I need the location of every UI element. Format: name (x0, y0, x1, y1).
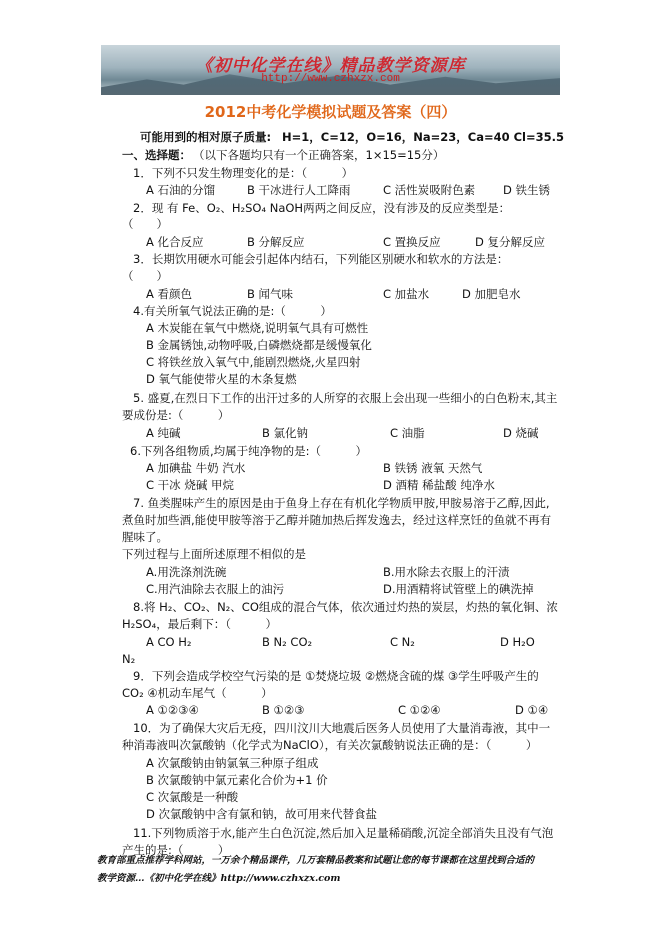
q5-option-c: C 油脂 (390, 426, 425, 440)
q2-option-d: D 复分解反应 (475, 235, 546, 249)
section-note: （以下各题均只有一个正确答案，1×15=15分） (193, 148, 445, 162)
q1-option-a: A 石油的分馏 (146, 183, 216, 197)
q7-option-a: A.用洗涤剂洗碗 (146, 565, 227, 579)
q3-option-c: C 加盐水 (383, 287, 430, 301)
atomic-mass-label: 可能用到的相对原子质量: (140, 130, 272, 144)
q3-option-d: D 加肥皂水 (462, 287, 521, 301)
q7-stem-2: 煮鱼时加些酒,能使甲胺等溶于乙醇并随加热后挥发逸去，经过这样烹饪的鱼就不再有 (122, 513, 552, 527)
q4-option-a: A 木炭能在氧气中燃烧,说明氧气具有可燃性 (146, 321, 369, 335)
q7-option-b: B.用水除去衣服上的汗渍 (383, 565, 510, 579)
q8-option-a: A CO H₂ (146, 635, 192, 649)
q8-stem-2: H₂SO₄，最后剩下：（ ） (122, 617, 277, 631)
q11-stem: 11.下列物质溶于水,能产生白色沉淀,然后加入足量稀硝酸,沉淀全部消失且没有气泡 (133, 826, 554, 840)
page-title: 2012中考化学模拟试题及答案（四） (204, 103, 457, 121)
q11-stem-2: 产生的是:（ ） (122, 843, 230, 857)
q9-option-d: D ①④ (515, 703, 549, 717)
q1-option-b: B 干冰进行人工降雨 (247, 183, 351, 197)
q6-option-b: B 铁锈 液氧 天然气 (383, 461, 483, 475)
q3-stem: 3．长期饮用硬水可能会引起体内结石，下列能区别硬水和软水的方法是： (133, 252, 509, 266)
q9-stem-2: CO₂ ④机动车尾气（ ） (122, 686, 273, 700)
q5-option-b: B 氯化钠 (262, 426, 309, 440)
atomic-mass-values: H=1，C=12，O=16，Na=23，Ca=40 Cl=35.5 (282, 130, 565, 144)
q10-stem: 10．为了确保大灾后无疫，四川汶川大地震后医务人员使用了大量消毒液，其中一 (133, 721, 551, 735)
q10-option-c: C 次氯酸是一种酸 (146, 790, 239, 804)
footer-line-1: 教育部重点推荐学科网站，一万余个精品课件，几万套精品教案和试题让您的每节课都在这里找到合适的 (97, 855, 535, 866)
q6-option-a: A 加碘盐 牛奶 汽水 (146, 461, 246, 475)
q4-stem: 4.有关所氧气说法正确的是:（ ） (133, 304, 332, 318)
q9-option-c: C ①②④ (398, 703, 441, 717)
q10-option-d: D 次氯酸钠中含有氯和钠，故可用来代替食盐 (146, 807, 378, 821)
banner-url[interactable]: http://www.czhxzx.com (261, 73, 400, 85)
q3-option-a: A 看颜色 (146, 287, 193, 301)
q7-option-d: D.用酒精将试管壁上的碘洗掉 (383, 582, 534, 596)
q1-option-d: D 铁生锈 (503, 183, 551, 197)
q8-stem: 8.将 H₂、CO₂、N₂、CO组成的混合气体，依次通过灼热的炭层，灼热的氧化铜、浓 (133, 600, 558, 614)
q1-option-c: C 活性炭吸附色素 (383, 183, 476, 197)
q9-option-a: A ①②③④ (146, 703, 199, 717)
q5-stem: 5. 盛夏,在烈日下工作的出汗过多的人所穿的衣服上会出现一些细小的白色粉末,其主 (133, 391, 558, 405)
q5-stem-2: 要成份是:（ ） (122, 408, 230, 422)
q4-option-c: C 将铁丝放入氧气中,能剧烈燃烧,火星四射 (146, 355, 361, 369)
q1-stem: 1．下列不只发生物理变化的是：（ ） (133, 166, 354, 180)
q6-stem: 6.下列各组物质,均属于纯净物的是:（ ） (130, 444, 367, 458)
q3-option-b: B 闻气味 (247, 287, 294, 301)
q8-option-b: B N₂ CO₂ (262, 635, 313, 649)
q7-stem-4-line: 下列过程与上面所述原理不相似的是 (122, 547, 306, 561)
q8-option-c: C N₂ (390, 635, 415, 649)
q7-option-c: C.用汽油除去衣服上的油污 (146, 582, 285, 596)
banner-title: 《初中化学在线》精品教学资源库 (195, 56, 466, 76)
q8-option-d-cont: N₂ (122, 652, 136, 666)
q6-option-c: C 干冰 烧碱 甲烷 (146, 478, 234, 492)
q5-option-a: A 纯碱 (146, 426, 181, 440)
q9-option-b: B ①②③ (262, 703, 305, 717)
q10-option-b: B 次氯酸钠中氯元素化合价为+1 价 (146, 773, 328, 787)
q8-option-d: D H₂O (500, 635, 535, 649)
q2-option-c: C 置换反应 (383, 235, 441, 249)
q6-option-d: D 酒精 稀盐酸 纯净水 (383, 478, 495, 492)
q2-paren: （ ） (122, 217, 168, 231)
q10-option-a: A 次氯酸钠由钠氯氧三种原子组成 (146, 756, 319, 770)
footer-line-2[interactable]: 教学资源…《初中化学在线》http://www.czhxzx.com (97, 873, 341, 884)
q5-option-d: D 烧碱 (503, 426, 539, 440)
q4-option-d: D 氧气能使带火星的木条复燃 (146, 372, 297, 386)
q9-stem: 9．下列会造成学校空气污染的是 ①焚烧垃圾 ②燃烧含硫的煤 ③学生呼吸产生的 (133, 669, 539, 683)
q2-option-a: A 化合反应 (146, 235, 204, 249)
q10-stem-2: 种消毒液叫次氯酸钠（化学式为NaClO），有关次氯酸钠说法正确的是：（ ） (122, 738, 538, 752)
section-label: 一、选择题： (122, 148, 191, 162)
page-footer (97, 852, 534, 888)
q3-paren: （ ） (122, 269, 168, 283)
q7-stem-3: 腥味了。 (122, 530, 168, 544)
q2-stem: 2．现 有 Fe、O₂、H₂SO₄ NaOH两两之间反应，没有涉及的反应类型是： (133, 201, 511, 215)
q4-option-b: B 金属锈蚀,动物呼吸,白磷燃烧都是缓慢氧化 (146, 338, 372, 352)
header-banner (101, 45, 560, 95)
q7-stem: 7. 鱼类腥味产生的原因是由于鱼身上存在有机化学物质甲胺,甲胺易溶于乙醇,因此, (133, 496, 550, 510)
q2-option-b: B 分解反应 (247, 235, 305, 249)
